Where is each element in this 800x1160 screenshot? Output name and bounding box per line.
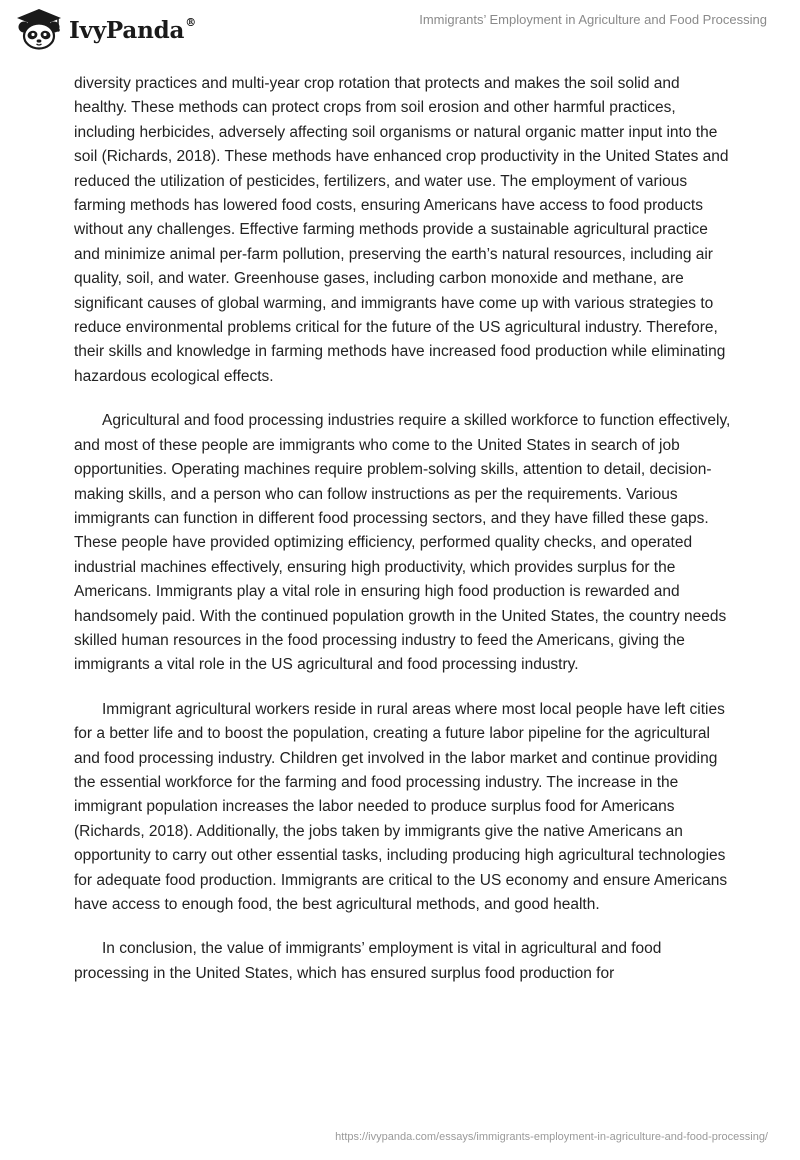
brand-name: IvyPanda®: [69, 15, 196, 44]
source-url[interactable]: https://ivypanda.com/essays/immigrants-employment-in-agriculture-and-food-processing/: [335, 1131, 768, 1143]
paragraph: Immigrant agricultural workers reside in rural areas where most local people have left cities for a better life and to boost the population, creating a future labor pipeline for the agricultural and food processing industry. Children get involved in the labor market and continue providing the essential workforce for the farming and food processing industry. The increase in the immigrant population increases the labor needed to produce surplus food for Americans (Richards, 2018). Additionally, the jobs taken by immigrants give the native Americans an opportunity to carry out other essential tasks, including producing high agricultural technologies for adequate food production. Immigrants are critical to the US economy and ensure Americans have access to enough food, the best agricultural methods, and good health.: [74, 700, 728, 913]
essay-body: [74, 72, 732, 1006]
paragraph: Agricultural and food processing industries require a skilled workforce to function effectively, and most of these people are immigrants who come to the United States in search of job opportunities. Operating machines require problem-solving skills, attention to detail, decision-making skills, and a person who can follow instructions as per the requirements. Various immigrants can function in different food processing sectors, and they have filled these gaps. These people have provided optimizing efficiency, performed quality checks, and operated industrial machines effectively, ensuring high productivity, which provides surplus for the Americans. Immigrants play a vital role in ensuring high food production is rewarded and handsomely paid. With the continued population growth in the United States, the country needs skilled human resources in the food processing industry to feed the Americans, giving the immigrants a vital role in the US agricultural and food processing industry.: [74, 412, 731, 674]
page-header: [0, 0, 800, 62]
registered-mark: ®: [185, 15, 196, 29]
paragraph: diversity practices and multi-year crop rotation that protects and makes the soil solid and healthy. These methods can protect crops from soil erosion and other harmful practices, including herbicides, adversely affecting soil organisms or natural organic matter input into the soil (Richards, 2018). These methods have enhanced crop productivity in the United States and reduced the utilization of pesticides, fertilizers, and water use. The employment of various farming methods has lowered food costs, ensuring Americans have access to food products without any challenges. Effective farming methods provide a sustainable agricultural practice and minimize animal per-farm pollution, preserving the earth’s natural resources, including air quality, soil, and water. Greenhouse gases, including carbon monoxide and methane, are significant causes of global warming, and immigrants have come up with various strategies to reduce environmental problems critical for the future of the US agricultural industry. Therefore, their skills and knowledge in farming methods have increased food production while eliminating hazardous ecological effects.: [74, 75, 729, 385]
panda-graduate-icon: [14, 7, 64, 51]
document-title: Immigrants’ Employment in Agriculture and Food Processing: [419, 12, 767, 27]
ivypanda-logo[interactable]: [14, 7, 196, 51]
paragraph: In conclusion, the value of immigrants’ employment is vital in agricultural and food processing in the United States, which has ensured surplus food production for: [74, 940, 662, 982]
